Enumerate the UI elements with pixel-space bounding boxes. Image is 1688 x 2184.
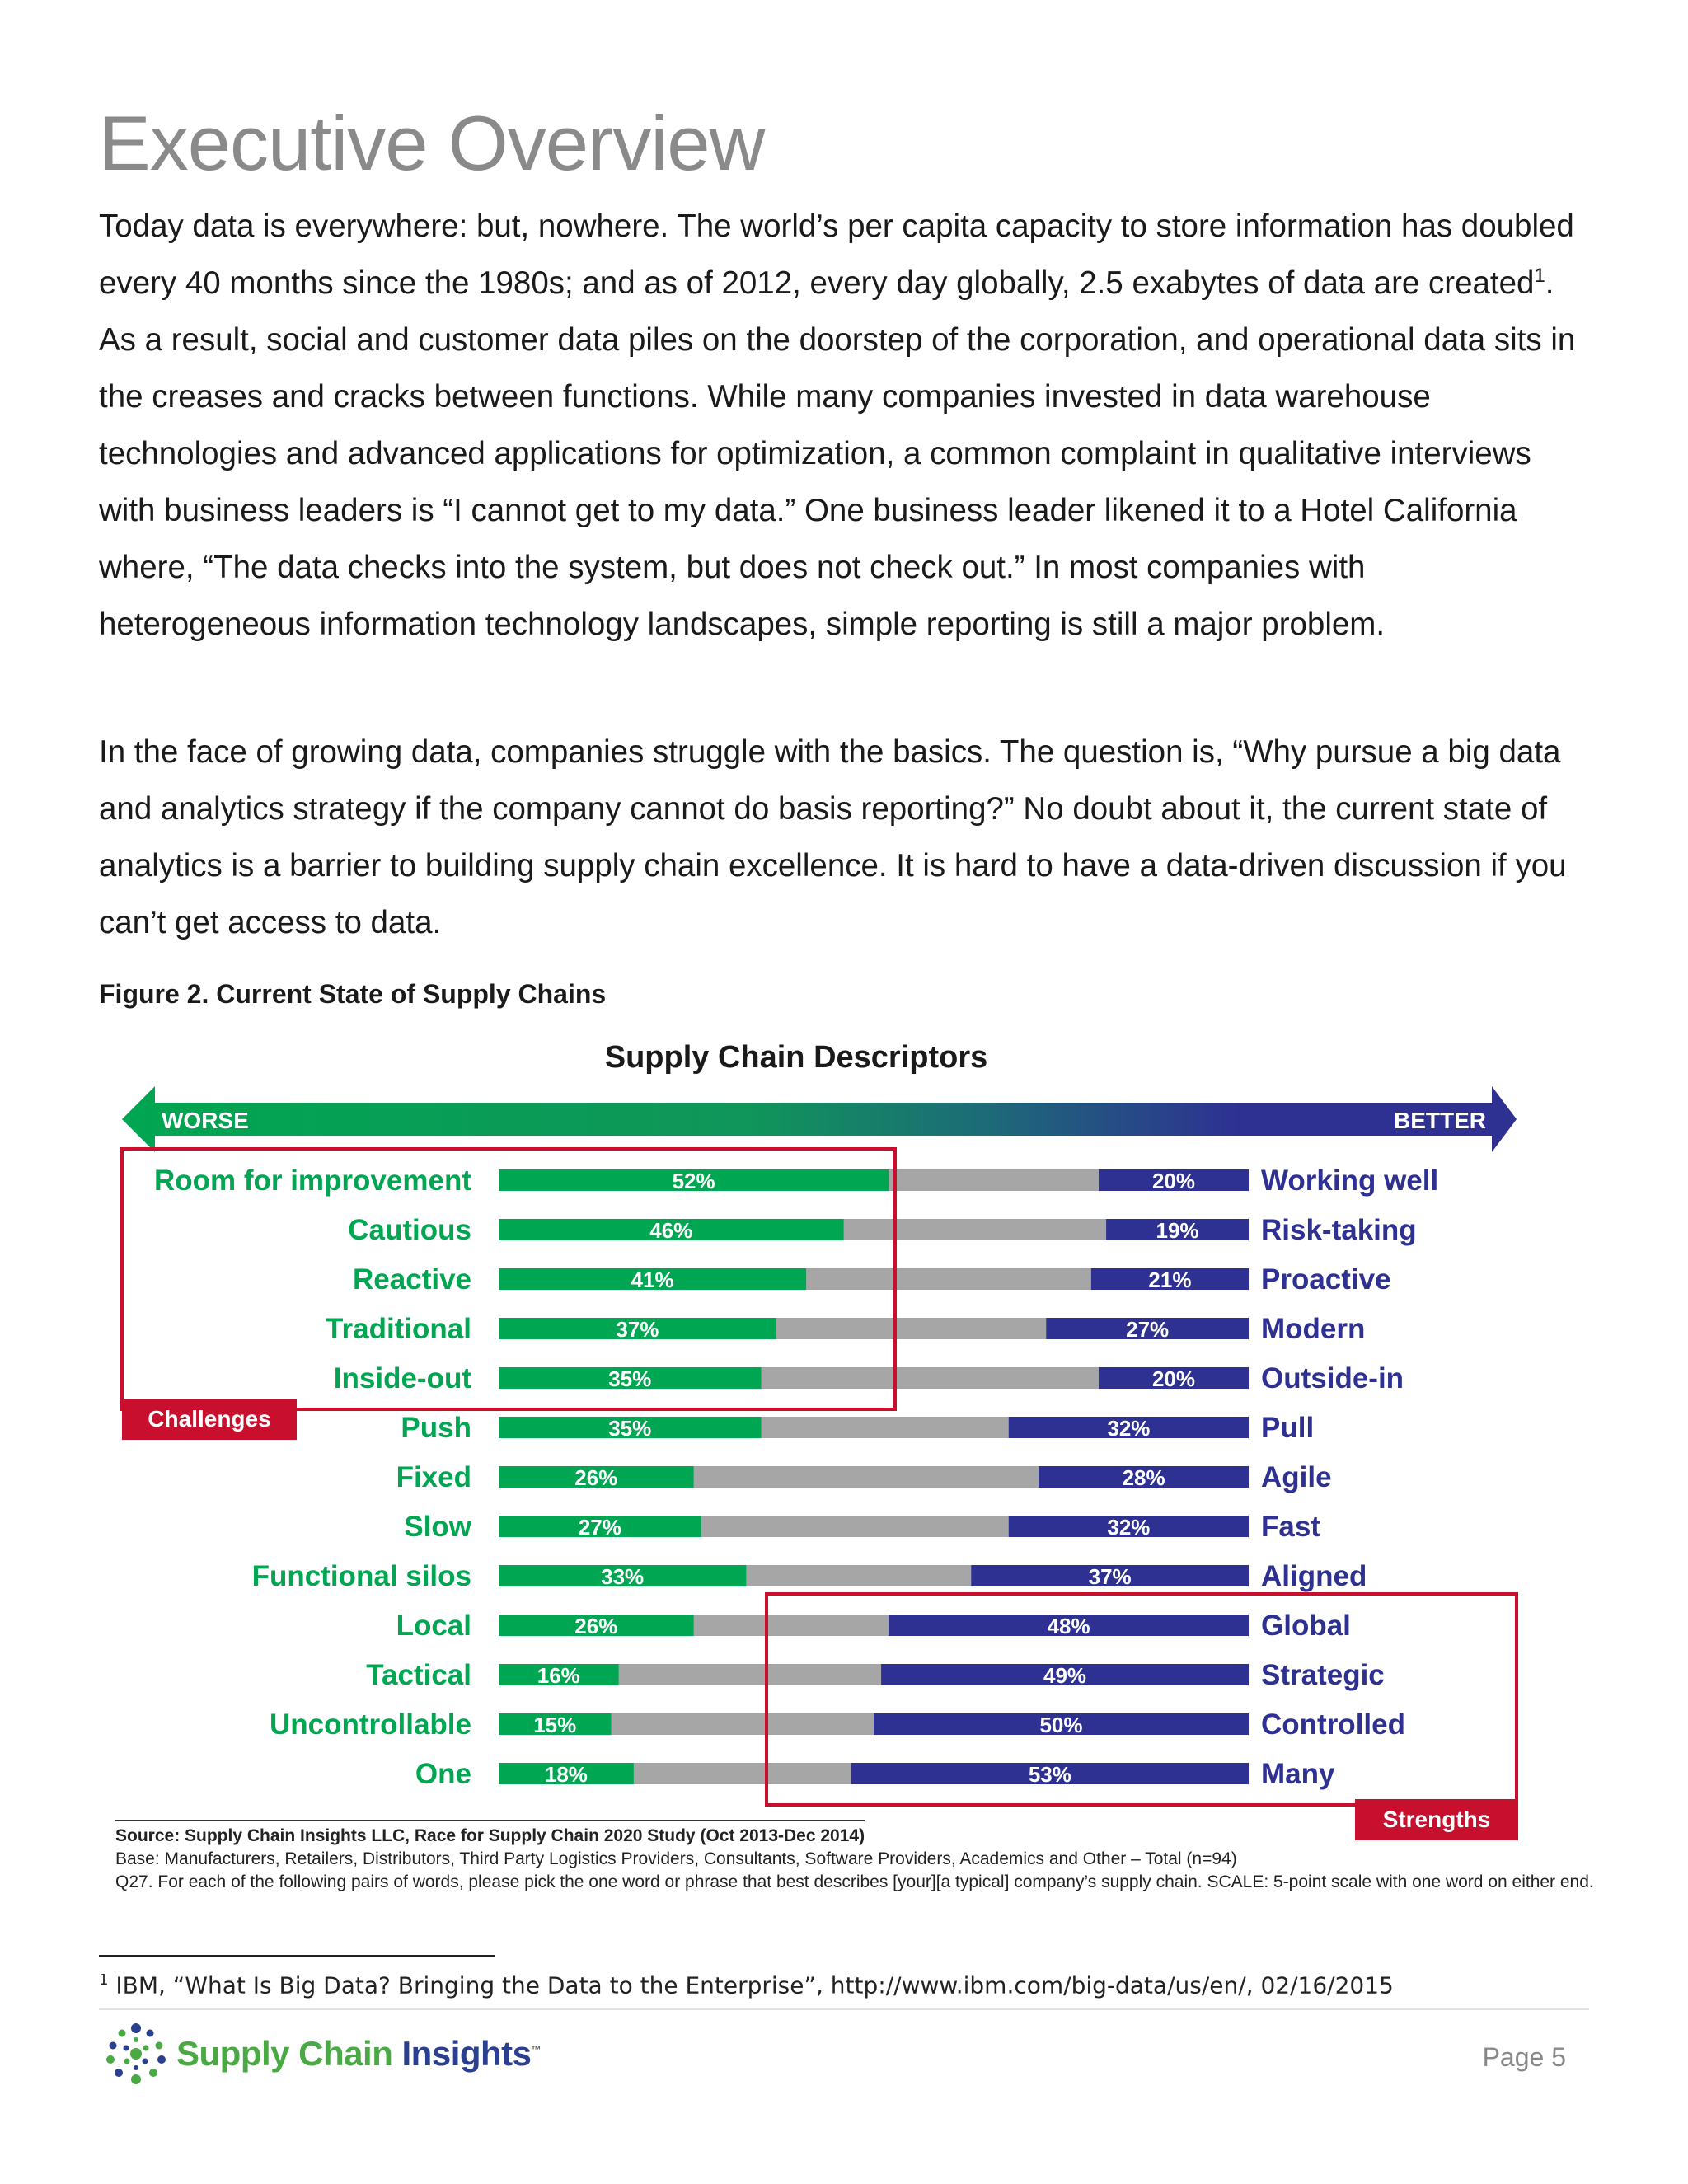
descriptor-better-label: Strategic (1261, 1659, 1385, 1691)
bar-worse-value: 26% (574, 1465, 618, 1490)
bar-better-value: 21% (1148, 1268, 1192, 1292)
arrow-better-label: BETTER (1394, 1108, 1486, 1133)
intro-text-end: . As a result, social and customer data piles on the doorstep of the corporation, and operational data sits in the creases and cracks between functions. While many companies invested in data warehouse technologies and advanced applications for optimization, a common complaint in qualitative interviews with business leaders is “I cannot get to my data.” One business leader likened it to a Hotel California where, “The data checks into the system, but does not check out.” In most companies with heterogeneous information technology landscapes, simple reporting is still a major problem. (99, 265, 1576, 642)
descriptor-better-label: Fast (1261, 1511, 1320, 1543)
page-number: Page 5 (1482, 2042, 1566, 2072)
descriptor-better-label: Pull (1261, 1412, 1315, 1444)
logo-text-part1: Supply Chain (176, 2034, 402, 2073)
bar-worse-value: 37% (616, 1317, 659, 1342)
descriptor-worse-label: Tactical (366, 1659, 471, 1691)
footer-divider (99, 2008, 1589, 2010)
strengths-label: Strengths (1382, 1807, 1491, 1832)
second-paragraph: In the face of growing data, companies struggle with the basics. The question is, “Why pursue a big data and analytics strategy if the company cannot do basis reporting?” No doubt about it, the current state of analytics is a barrier to building supply chain excellence. It is hard to have a data-driven discussion if you can’t get access to data. (99, 734, 1567, 940)
bar-worse-value: 15% (533, 1713, 577, 1737)
descriptor-worse-label: Room for improvement (153, 1165, 471, 1197)
descriptor-worse-label: Reactive (353, 1263, 471, 1296)
descriptor-better-label: Proactive (1261, 1263, 1391, 1296)
chart-source (115, 1820, 1615, 1894)
footnote-divider (99, 1955, 495, 1957)
descriptor-better-label: Risk-taking (1261, 1214, 1417, 1246)
bar-better-value: 50% (1039, 1713, 1083, 1737)
bar-worse-value: 16% (537, 1663, 580, 1688)
footnote-text: IBM, “What Is Big Data? Bringing the Data to the Enterprise”, http://www.ibm.com/big-data/us/en/, 02/16/2015 (108, 1971, 1394, 1999)
descriptor-worse-label: Fixed (396, 1461, 471, 1493)
bar-better-value: 28% (1122, 1465, 1165, 1490)
page-title: Executive Overview (99, 100, 765, 186)
bar-worse-value: 52% (672, 1169, 715, 1193)
footnote (99, 1971, 1394, 1999)
bar-better-value: 32% (1107, 1515, 1151, 1540)
descriptor-better-label: Agile (1261, 1461, 1332, 1493)
bar-better-value: 20% (1151, 1366, 1196, 1391)
descriptor-better-label: Modern (1261, 1313, 1366, 1345)
descriptor-better-label: Controlled (1261, 1708, 1405, 1741)
bar-better-value: 53% (1028, 1762, 1071, 1787)
bar-better-value: 32% (1107, 1416, 1151, 1441)
logo-text-part2: Insights (401, 2034, 532, 2073)
descriptor-worse-label: Slow (404, 1511, 471, 1543)
intro-text-start: Today data is everywhere: but, nowhere. The world’s per capita capacity to store information has doubled every 40 months since the 1980s; and as of 2012, every day globally, 2.5 exabytes of data are created (99, 209, 1574, 301)
bar-rows (154, 1165, 1438, 1790)
footnote-reference[interactable]: 1 (1534, 265, 1545, 288)
descriptor-better-label: Global (1261, 1610, 1351, 1642)
challenges-badge (122, 1399, 297, 1440)
source-base: Base: Manufacturers, Retailers, Distributors, Third Party Logistics Providers, Consultants, Software Providers, Academics and Other – Total (n=94) (115, 1849, 1237, 1868)
bar-worse-value: 41% (631, 1268, 674, 1292)
chart-title: Supply Chain Descriptors (604, 1040, 988, 1075)
footnote-marker: 1 (99, 1971, 109, 1989)
bar-better-value: 27% (1126, 1317, 1170, 1342)
descriptor-worse-label: Traditional (326, 1313, 471, 1345)
descriptor-better-label: Outside-in (1261, 1362, 1404, 1394)
logo-trademark: ™ (531, 2044, 542, 2055)
intro-paragraph (99, 198, 1582, 653)
supply-chain-descriptors-chart (115, 1034, 1525, 1842)
bar-better-value: 48% (1047, 1614, 1090, 1638)
bar-better-value: 19% (1156, 1218, 1199, 1243)
descriptor-better-label: Aligned (1261, 1560, 1367, 1592)
bar-worse-value: 18% (544, 1762, 588, 1787)
bar-worse-value: 26% (574, 1614, 618, 1638)
bar-worse-value: 27% (578, 1515, 621, 1540)
descriptor-worse-label: Push (401, 1412, 471, 1444)
figure-caption: Figure 2. Current State of Supply Chains (99, 979, 607, 1009)
descriptor-worse-label: Local (396, 1610, 471, 1642)
descriptor-worse-label: Cautious (348, 1214, 471, 1246)
arrow-worse-label: WORSE (162, 1108, 249, 1133)
challenges-label: Challenges (148, 1406, 271, 1432)
source-title: Source: Supply Chain Insights LLC, Race for Supply Chain 2020 Study (Oct 2013-Dec 2014) (115, 1820, 865, 1848)
source-question: Q27. For each of the following pairs of words, please pick the one word or phrase that best describes [your][a typical] company’s supply chain. SCALE: 5-point scale with one word on either end. (115, 1872, 1594, 1891)
bar-worse-value: 33% (601, 1564, 645, 1589)
descriptor-worse-label: Functional silos (251, 1560, 471, 1592)
descriptor-better-label: Working well (1261, 1165, 1439, 1197)
descriptor-worse-label: One (415, 1758, 471, 1790)
gradient-arrow-icon (122, 1086, 1517, 1152)
descriptor-better-label: Many (1261, 1758, 1335, 1790)
bar-worse-value: 35% (608, 1366, 652, 1391)
logo-text (176, 2034, 541, 2074)
descriptor-worse-label: Inside-out (333, 1362, 471, 1394)
network-dots-icon (104, 2022, 168, 2086)
worse-better-arrow (122, 1086, 1517, 1152)
bar-better-value: 20% (1151, 1169, 1196, 1193)
descriptor-worse-label: Uncontrollable (269, 1708, 471, 1741)
bar-better-value: 49% (1043, 1663, 1087, 1688)
bar-worse-value: 46% (649, 1218, 693, 1243)
supply-chain-insights-logo[interactable] (104, 2021, 541, 2087)
bar-better-value: 37% (1088, 1564, 1132, 1589)
bar-worse-value: 35% (608, 1416, 652, 1441)
